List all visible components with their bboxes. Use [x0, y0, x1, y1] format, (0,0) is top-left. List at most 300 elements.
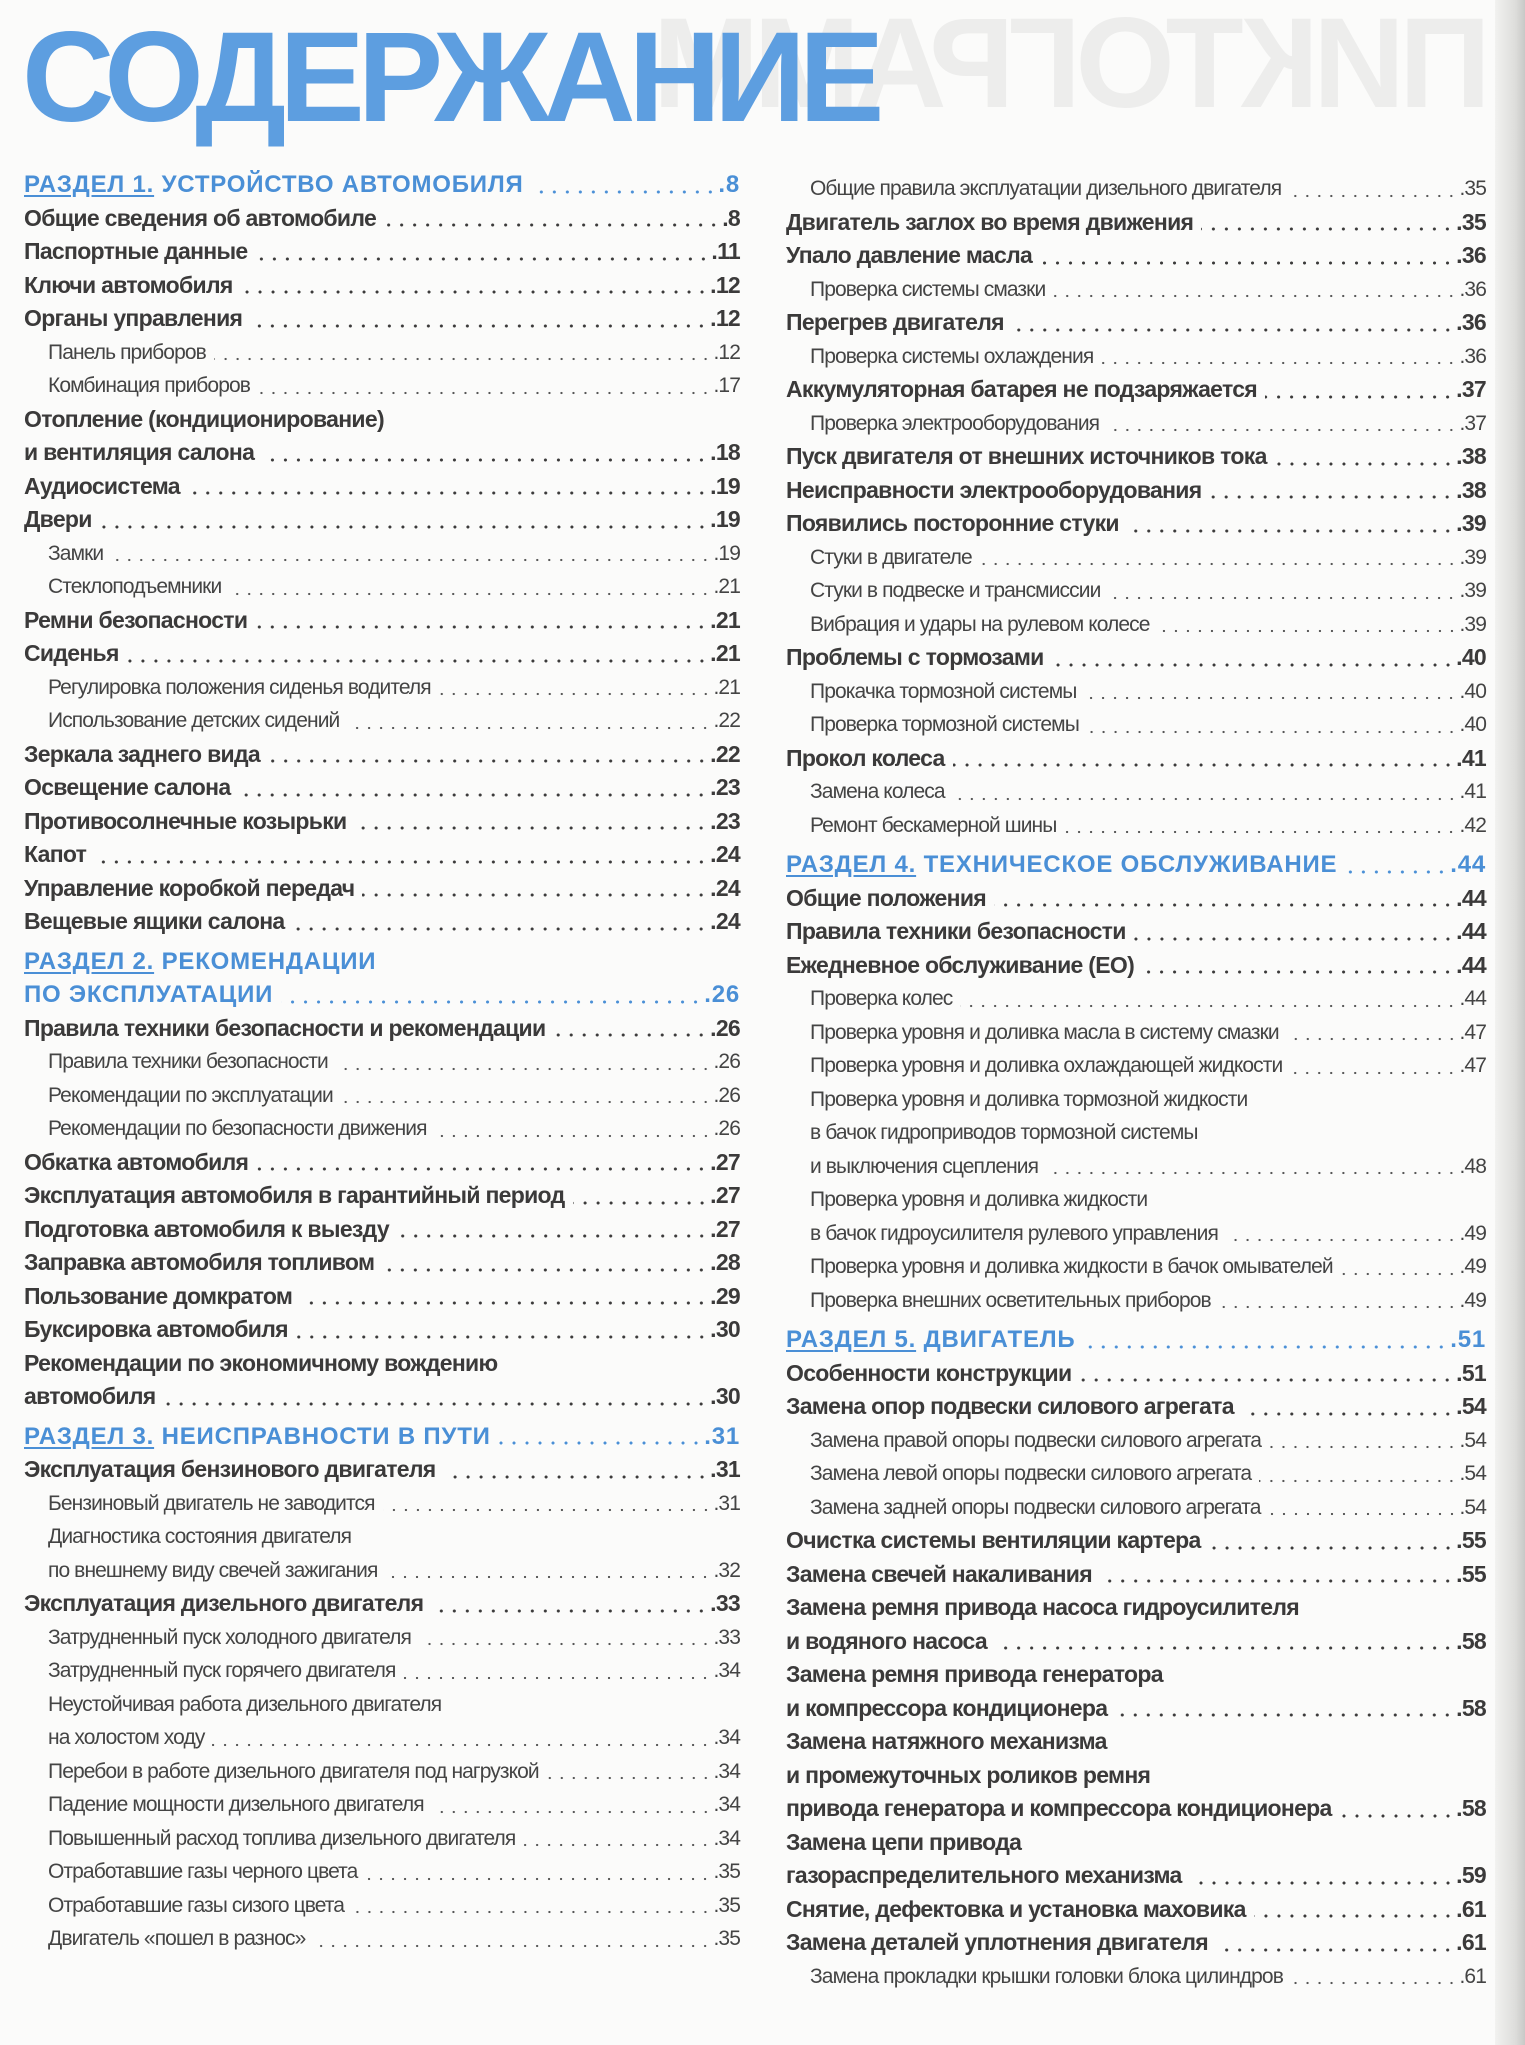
- dot-leader: [994, 903, 1454, 907]
- section-number: РАЗДЕЛ 5.: [786, 1326, 917, 1353]
- toc-entry-title: автомобиля: [24, 1383, 156, 1409]
- dot-leader: [229, 592, 711, 596]
- page-title: СОДЕРЖАНИЕ: [22, 6, 878, 149]
- toc-entry[interactable]: [786, 239, 1486, 273]
- toc-entry[interactable]: [24, 235, 740, 269]
- dot-leader: [1269, 1512, 1458, 1516]
- toc-entry[interactable]: [24, 1179, 740, 1213]
- page-number: .41: [1456, 744, 1486, 771]
- toc-entry[interactable]: [786, 1357, 1486, 1391]
- toc-entry-title: Замена ремня привода насоса гидроусилителя: [786, 1594, 1299, 1620]
- dot-leader: [1101, 361, 1457, 365]
- toc-entry-title: в бачок гидроприводов тормозной системы: [810, 1121, 1198, 1144]
- toc-entry[interactable]: [786, 949, 1486, 983]
- page-number: .21: [713, 575, 740, 598]
- toc-entry-title: Проверка уровня и доливка охлаждающей жидкости: [810, 1054, 1283, 1077]
- page-number: .12: [710, 271, 740, 298]
- toc-section-heading[interactable]: [786, 1323, 1486, 1357]
- toc-subentry[interactable]: [786, 1960, 1486, 1994]
- toc-entry[interactable]: [786, 742, 1486, 776]
- dot-leader: [553, 1033, 708, 1037]
- toc-entry-title: Замена деталей уплотнения двигателя: [786, 1929, 1208, 1955]
- page-number: .19: [710, 506, 740, 532]
- dot-leader: [214, 357, 712, 361]
- toc-subentry[interactable]: [786, 1424, 1486, 1458]
- dot-leader: [1259, 1479, 1457, 1483]
- toc-section-heading[interactable]: [786, 848, 1486, 882]
- dot-leader: [313, 1944, 711, 1948]
- toc-entry-title: Ремни безопасности: [24, 606, 248, 633]
- dot-leader: [362, 893, 708, 897]
- toc-subentry[interactable]: [786, 340, 1486, 374]
- page-number: .28: [710, 1249, 740, 1275]
- page-number: .55: [1456, 1560, 1486, 1587]
- page-number: .30: [710, 1316, 740, 1342]
- toc-subentry[interactable]: [24, 570, 740, 604]
- toc-subentry[interactable]: [786, 708, 1486, 742]
- toc-subentry[interactable]: [786, 1083, 1486, 1184]
- dot-leader: [1115, 1713, 1454, 1717]
- toc-subentry[interactable]: [24, 1654, 740, 1688]
- toc-entry-title: привода генератора и компрессора кондиционера: [786, 1795, 1332, 1821]
- page-number: .26: [713, 1083, 740, 1107]
- section-title: РЕКОМЕНДАЦИИ: [161, 947, 377, 975]
- toc-entry[interactable]: [24, 1347, 740, 1414]
- page-number: .35: [713, 1893, 740, 1917]
- dot-leader: [1046, 1171, 1457, 1175]
- toc-entry-title: Проверка электрооборудования: [810, 411, 1100, 435]
- page-number: .27: [710, 1182, 740, 1208]
- toc-right-column: [786, 172, 1486, 1993]
- toc-entry[interactable]: [786, 1524, 1486, 1558]
- dot-leader: [1083, 1345, 1448, 1349]
- toc-subentry[interactable]: [24, 1688, 740, 1755]
- dot-leader: [365, 1877, 711, 1881]
- dot-leader: [1108, 596, 1457, 600]
- toc-entry[interactable]: [786, 373, 1486, 407]
- page-number: .44: [1456, 951, 1486, 978]
- toc-entry-title: Рекомендации по безопасности движения: [48, 1117, 427, 1140]
- toc-entry-title: Замена левой опоры подвески силового агрегата: [810, 1462, 1252, 1485]
- dot-leader: [256, 257, 710, 261]
- toc-entry-title: и промежуточных роликов ремня: [786, 1761, 1151, 1788]
- toc-entry[interactable]: [24, 470, 740, 504]
- toc-entry[interactable]: [786, 915, 1486, 949]
- dot-leader: [1087, 730, 1458, 734]
- dot-leader: [1201, 227, 1454, 231]
- toc-entry-title: Проблемы с тормозами: [786, 644, 1044, 670]
- dot-leader: [255, 625, 708, 629]
- toc-entry[interactable]: [24, 738, 740, 772]
- toc-section-heading[interactable]: [24, 1420, 740, 1454]
- page-number: .22: [713, 709, 740, 732]
- dot-leader: [256, 1167, 708, 1171]
- toc-entry-title: Рекомендации по экономичному вождению: [24, 1349, 498, 1376]
- toc-entry-title: Перебои в работе дизельного двигателя под нагрузкой: [48, 1759, 539, 1783]
- toc-entry-title: Аудиосистема: [24, 472, 180, 499]
- toc-entry-title: Эксплуатация дизельного двигателя: [24, 1590, 424, 1616]
- page-number: .26: [710, 1014, 740, 1041]
- page-number: .39: [1459, 579, 1486, 602]
- toc-entry-title: Падение мощности дизельного двигателя: [48, 1793, 424, 1816]
- toc-entry-title: [24, 948, 376, 975]
- page-number: .24: [710, 841, 740, 867]
- toc-entry[interactable]: [24, 1213, 740, 1247]
- toc-entry-title: Проверка внешних осветительных приборов: [810, 1288, 1211, 1312]
- toc-entry-title: Вещевые ящики салона: [24, 908, 285, 934]
- dot-leader: [1053, 294, 1457, 298]
- toc-entry[interactable]: [786, 474, 1486, 508]
- toc-entry[interactable]: [786, 1926, 1486, 1960]
- toc-subentry[interactable]: [786, 675, 1486, 709]
- toc-subentry[interactable]: [24, 1755, 740, 1789]
- dot-leader: [1052, 663, 1455, 667]
- page-number: .33: [710, 1590, 740, 1616]
- toc-subentry[interactable]: [24, 537, 740, 571]
- toc-entry-title: Эксплуатация бензинового двигателя: [24, 1456, 436, 1482]
- bleed-through-text: ПИКТОГРАММ: [658, 0, 1491, 135]
- toc-subentry[interactable]: [786, 1016, 1486, 1050]
- dot-leader: [1040, 261, 1454, 265]
- toc-entry[interactable]: [24, 604, 740, 638]
- page-number: .42: [1459, 813, 1486, 837]
- page-number: .24: [710, 874, 740, 901]
- toc-entry[interactable]: [786, 641, 1486, 675]
- page-number: .21: [710, 640, 740, 666]
- page-number: .23: [710, 774, 740, 800]
- toc-subentry[interactable]: [24, 1922, 740, 1956]
- dot-leader: [111, 558, 711, 562]
- toc-subentry[interactable]: [24, 1487, 740, 1521]
- page-number: .34: [713, 1659, 740, 1682]
- toc-entry[interactable]: [786, 206, 1486, 240]
- toc-section-heading[interactable]: [24, 168, 740, 202]
- page-number: .37: [1456, 376, 1486, 402]
- toc-subentry[interactable]: [24, 1045, 740, 1079]
- toc-entry[interactable]: [24, 302, 740, 336]
- page-number: .38: [1456, 476, 1486, 503]
- dot-leader: [1209, 1546, 1455, 1550]
- toc-entry-title: Проверка системы смазки: [810, 277, 1046, 301]
- toc-entry[interactable]: [786, 1725, 1486, 1826]
- page-number: .61: [1456, 1929, 1486, 1955]
- page-number: .39: [1456, 510, 1486, 536]
- page-number: .51: [1450, 1326, 1486, 1353]
- toc-entry-title: Перегрев двигателя: [786, 309, 1004, 335]
- dot-leader: [1012, 328, 1454, 332]
- dot-leader: [1216, 1948, 1454, 1952]
- toc-entry-title: Замена свечей накаливания: [786, 1560, 1092, 1587]
- toc-entry-title: Замена правой опоры подвески силового агрегата: [810, 1428, 1262, 1452]
- toc-subentry[interactable]: [24, 1822, 740, 1856]
- toc-entry[interactable]: [24, 1453, 740, 1487]
- toc-entry-title: и вентиляция салона: [24, 439, 255, 465]
- page-number: .8: [722, 204, 740, 231]
- toc-subentry[interactable]: [24, 369, 740, 403]
- dot-leader: [1275, 462, 1454, 466]
- toc-entry-title: Ремонт бескамерной шины: [810, 813, 1057, 837]
- page-number: .26: [713, 1117, 740, 1140]
- toc-left-column: [24, 162, 740, 1956]
- toc-entry-title: Проверка уровня и доливка жидкости: [810, 1188, 1148, 1211]
- toc-subentry[interactable]: [24, 1520, 740, 1587]
- toc-entry-title: [24, 168, 524, 202]
- page-number: .36: [1459, 344, 1486, 368]
- toc-entry-title: Противосолнечные козырьки: [24, 807, 347, 834]
- page-number: .35: [1459, 177, 1486, 200]
- page-number: .33: [713, 1625, 740, 1649]
- dot-leader: [1100, 1579, 1454, 1583]
- dot-leader: [241, 290, 709, 294]
- toc-subentry[interactable]: [786, 407, 1486, 441]
- toc-entry-title: Сиденья: [24, 640, 119, 666]
- toc-entry[interactable]: [24, 269, 740, 303]
- toc-subentry[interactable]: [786, 775, 1486, 809]
- page-number: .35: [1456, 208, 1486, 235]
- toc-subentry[interactable]: [24, 1079, 740, 1113]
- toc-entry-title: Бензиновый двигатель не заводится: [48, 1491, 375, 1515]
- toc-subentry[interactable]: [24, 1855, 740, 1889]
- toc-entry[interactable]: [24, 872, 740, 906]
- toc-subentry[interactable]: [24, 1889, 740, 1923]
- dot-leader: [960, 1004, 1457, 1008]
- section-title: НЕИСПРАВНОСТИ В ПУТИ: [161, 1422, 491, 1450]
- page-number: .40: [1456, 644, 1486, 670]
- toc-entry[interactable]: [24, 1587, 740, 1621]
- toc-subentry[interactable]: [24, 704, 740, 738]
- dot-leader: [995, 1646, 1454, 1650]
- page-number: .12: [713, 340, 740, 364]
- page-number: .40: [1459, 679, 1486, 703]
- toc-entry[interactable]: [786, 440, 1486, 474]
- toc-entry[interactable]: [786, 1893, 1486, 1927]
- dot-leader: [1242, 1412, 1454, 1416]
- dot-leader: [347, 726, 711, 730]
- section-title: УСТРОЙСТВО АВТОМОБИЛЯ: [161, 171, 524, 198]
- toc-entry-title: Правила техники безопасности: [786, 918, 1126, 944]
- toc-subentry[interactable]: [786, 1049, 1486, 1083]
- dot-leader: [403, 1676, 711, 1680]
- toc-entry-title: Эксплуатация автомобиля в гарантийный период: [24, 1182, 565, 1208]
- page-number: .39: [1459, 612, 1486, 636]
- toc-entry-title: [786, 1323, 1075, 1357]
- dot-leader: [1290, 1071, 1457, 1075]
- toc-subentry[interactable]: [24, 1788, 740, 1822]
- dot-leader: [1107, 428, 1457, 432]
- toc-entry-title: Подготовка автомобиля к выезду: [24, 1215, 389, 1242]
- toc-entry[interactable]: [24, 1280, 740, 1314]
- toc-section-heading[interactable]: [24, 945, 740, 1012]
- page-number: .30: [710, 1383, 740, 1409]
- dot-leader: [384, 223, 720, 227]
- toc-entry-title: Замена опор подвески силового агрегата: [786, 1393, 1234, 1419]
- dot-leader: [258, 391, 711, 395]
- toc-entry-title: Правила техники безопасности: [48, 1050, 328, 1073]
- page-number: .26: [713, 1050, 740, 1073]
- dot-leader: [352, 1910, 711, 1914]
- toc-entry[interactable]: [24, 1313, 740, 1347]
- toc-entry[interactable]: [24, 1146, 740, 1180]
- toc-subentry[interactable]: [786, 1457, 1486, 1491]
- page-number: .27: [710, 1215, 740, 1242]
- toc-entry-title: Появились посторонние стуки: [786, 510, 1119, 536]
- toc-entry[interactable]: [786, 507, 1486, 541]
- dot-leader: [499, 1441, 703, 1445]
- dot-leader: [163, 1402, 708, 1406]
- toc-subentry[interactable]: [786, 574, 1486, 608]
- dot-leader: [1134, 937, 1454, 941]
- dot-leader: [573, 1201, 709, 1205]
- page-number: .47: [1459, 1020, 1486, 1044]
- toc-entry[interactable]: [24, 771, 740, 805]
- toc-entry[interactable]: [24, 1012, 740, 1046]
- toc-entry-title: Двигатель заглох во время движения: [786, 208, 1194, 235]
- toc-subentry[interactable]: [24, 336, 740, 370]
- page-number: .35: [713, 1860, 740, 1883]
- toc-entry-title: Зеркала заднего вида: [24, 740, 260, 767]
- toc-entry-title: Проверка тормозной системы: [810, 713, 1079, 736]
- toc-entry[interactable]: [786, 306, 1486, 340]
- page-number: .58: [1456, 1795, 1486, 1821]
- toc-entry-title: Вибрация и удары на рулевом колесе: [810, 612, 1150, 636]
- toc-entry-title: Управление коробкой передач: [24, 874, 355, 901]
- toc-entry[interactable]: [24, 637, 740, 671]
- toc-subentry[interactable]: [786, 608, 1486, 642]
- toc-entry[interactable]: [786, 1591, 1486, 1658]
- page-number: .54: [1459, 1495, 1486, 1519]
- toc-entry-title: Панель приборов: [48, 340, 206, 364]
- toc-entry-title: Снятие, дефектовка и установка маховика: [786, 1895, 1246, 1922]
- toc-entry-title: Ключи автомобиля: [24, 271, 233, 298]
- page-number: .21: [713, 675, 740, 699]
- toc-subentry[interactable]: [786, 982, 1486, 1016]
- page-number: .19: [713, 541, 740, 565]
- toc-entry[interactable]: [786, 1390, 1486, 1424]
- dot-leader: [383, 1508, 712, 1512]
- dot-leader: [212, 1743, 711, 1747]
- toc-entry-title: Двигатель «пошел в разнос»: [48, 1927, 306, 1950]
- page-number: .48: [1459, 1154, 1486, 1178]
- page-number: .47: [1459, 1054, 1486, 1077]
- toc-entry[interactable]: [24, 403, 740, 470]
- dot-leader: [1265, 395, 1454, 399]
- toc-entry-title: Капот: [24, 841, 87, 867]
- toc-entry-title: Прокол колеса: [786, 744, 945, 771]
- dot-leader: [1142, 970, 1454, 974]
- toc-subentry[interactable]: [786, 1284, 1486, 1318]
- page-number: .49: [1459, 1221, 1486, 1245]
- toc-entry[interactable]: [786, 1826, 1486, 1893]
- toc-entry[interactable]: [24, 838, 740, 872]
- toc-subentry[interactable]: [24, 671, 740, 705]
- page-number: .44: [1456, 884, 1486, 911]
- toc-entry-title: Рекомендации по эксплуатации: [48, 1083, 333, 1107]
- toc-entry[interactable]: [24, 1246, 740, 1280]
- toc-entry-title: Проверка уровня и доливка тормозной жидкости: [810, 1087, 1248, 1111]
- toc-entry[interactable]: [24, 202, 740, 236]
- dot-leader: [127, 659, 708, 663]
- toc-entry[interactable]: [786, 1658, 1486, 1725]
- page-number: .49: [1459, 1288, 1486, 1312]
- toc-subentry[interactable]: [786, 809, 1486, 843]
- toc-entry[interactable]: [786, 1558, 1486, 1592]
- toc-entry[interactable]: [24, 905, 740, 939]
- toc-subentry[interactable]: [786, 172, 1486, 206]
- toc-subentry[interactable]: [786, 273, 1486, 307]
- dot-leader: [397, 1234, 708, 1238]
- page-number: .12: [710, 305, 740, 331]
- toc-entry-title: Отработавшие газы черного цвета: [48, 1860, 358, 1883]
- dot-leader: [385, 1575, 711, 1579]
- dot-leader: [268, 759, 708, 763]
- toc-entry-title: Неустойчивая работа дизельного двигателя: [48, 1692, 442, 1716]
- dot-leader: [1291, 1981, 1458, 1985]
- toc-entry-title: Паспортные данные: [24, 238, 248, 264]
- toc-entry-title: Замена натяжного механизма: [786, 1728, 1107, 1754]
- toc-entry-title: Повышенный расход топлива дизельного двигателя: [48, 1826, 516, 1850]
- dot-leader: [1084, 696, 1457, 700]
- page-number: .24: [710, 908, 740, 934]
- page-edge-shadow: [1495, 0, 1525, 2045]
- toc-subentry[interactable]: [786, 1183, 1486, 1250]
- page-number: .61: [1456, 1895, 1486, 1922]
- toc-entry-title: Замена ремня привода генератора: [786, 1661, 1163, 1687]
- page-number: .31: [710, 1456, 740, 1482]
- dot-leader: [1345, 870, 1448, 874]
- dot-leader: [292, 927, 708, 931]
- page-number: .61: [1459, 1964, 1486, 1988]
- toc-subentry[interactable]: [786, 541, 1486, 575]
- toc-subentry[interactable]: [786, 1491, 1486, 1525]
- toc-entry-title: [24, 1420, 491, 1454]
- toc-entry-title: Стуки в двигателе: [810, 545, 972, 569]
- toc-entry-title: [786, 848, 1337, 882]
- page-number: .44: [1459, 987, 1486, 1010]
- toc-entry-title: Освещение салона: [24, 774, 231, 800]
- section-number: РАЗДЕЛ 4.: [786, 851, 917, 878]
- section-number: РАЗДЕЛ 2.: [24, 947, 155, 975]
- page-number: .26: [704, 981, 740, 1008]
- toc-entry-title: Отопление (кондиционирование): [24, 405, 384, 432]
- toc-subentry[interactable]: [24, 1112, 740, 1146]
- toc-entry-title: Неисправности электрооборудования: [786, 476, 1202, 503]
- page-number: .55: [1456, 1527, 1486, 1553]
- page-number: .39: [1459, 545, 1486, 569]
- toc-entry[interactable]: [786, 882, 1486, 916]
- page-number: .29: [710, 1282, 740, 1309]
- toc-subentry[interactable]: [786, 1250, 1486, 1284]
- dot-leader: [382, 1268, 708, 1272]
- toc-entry[interactable]: [24, 805, 740, 839]
- page-number: .34: [713, 1759, 740, 1783]
- toc-entry-title: Замена колеса: [810, 780, 945, 803]
- toc-entry-title: Комбинация приборов: [48, 374, 251, 397]
- toc-entry-title: Диагностика состояния двигателя: [48, 1525, 352, 1548]
- dot-leader: [354, 826, 708, 830]
- toc-subentry[interactable]: [24, 1621, 740, 1655]
- section-title: ДВИГАТЕЛЬ: [923, 1326, 1076, 1353]
- page-number: .36: [1456, 242, 1486, 268]
- dot-leader: [532, 190, 717, 194]
- toc-entry-title: Замена прокладки крышки головки блока цилиндров: [810, 1964, 1283, 1988]
- toc-entry-title: Обкатка автомобиля: [24, 1148, 249, 1175]
- toc-entry-title: Заправка автомобиля топливом: [24, 1249, 375, 1275]
- toc-entry[interactable]: [24, 503, 740, 537]
- toc-entry-title: Ежедневное обслуживание (ЕО): [786, 951, 1135, 978]
- page-number: .54: [1459, 1462, 1486, 1485]
- toc-entry-title: Общие положения: [786, 884, 986, 911]
- dot-leader: [100, 525, 708, 529]
